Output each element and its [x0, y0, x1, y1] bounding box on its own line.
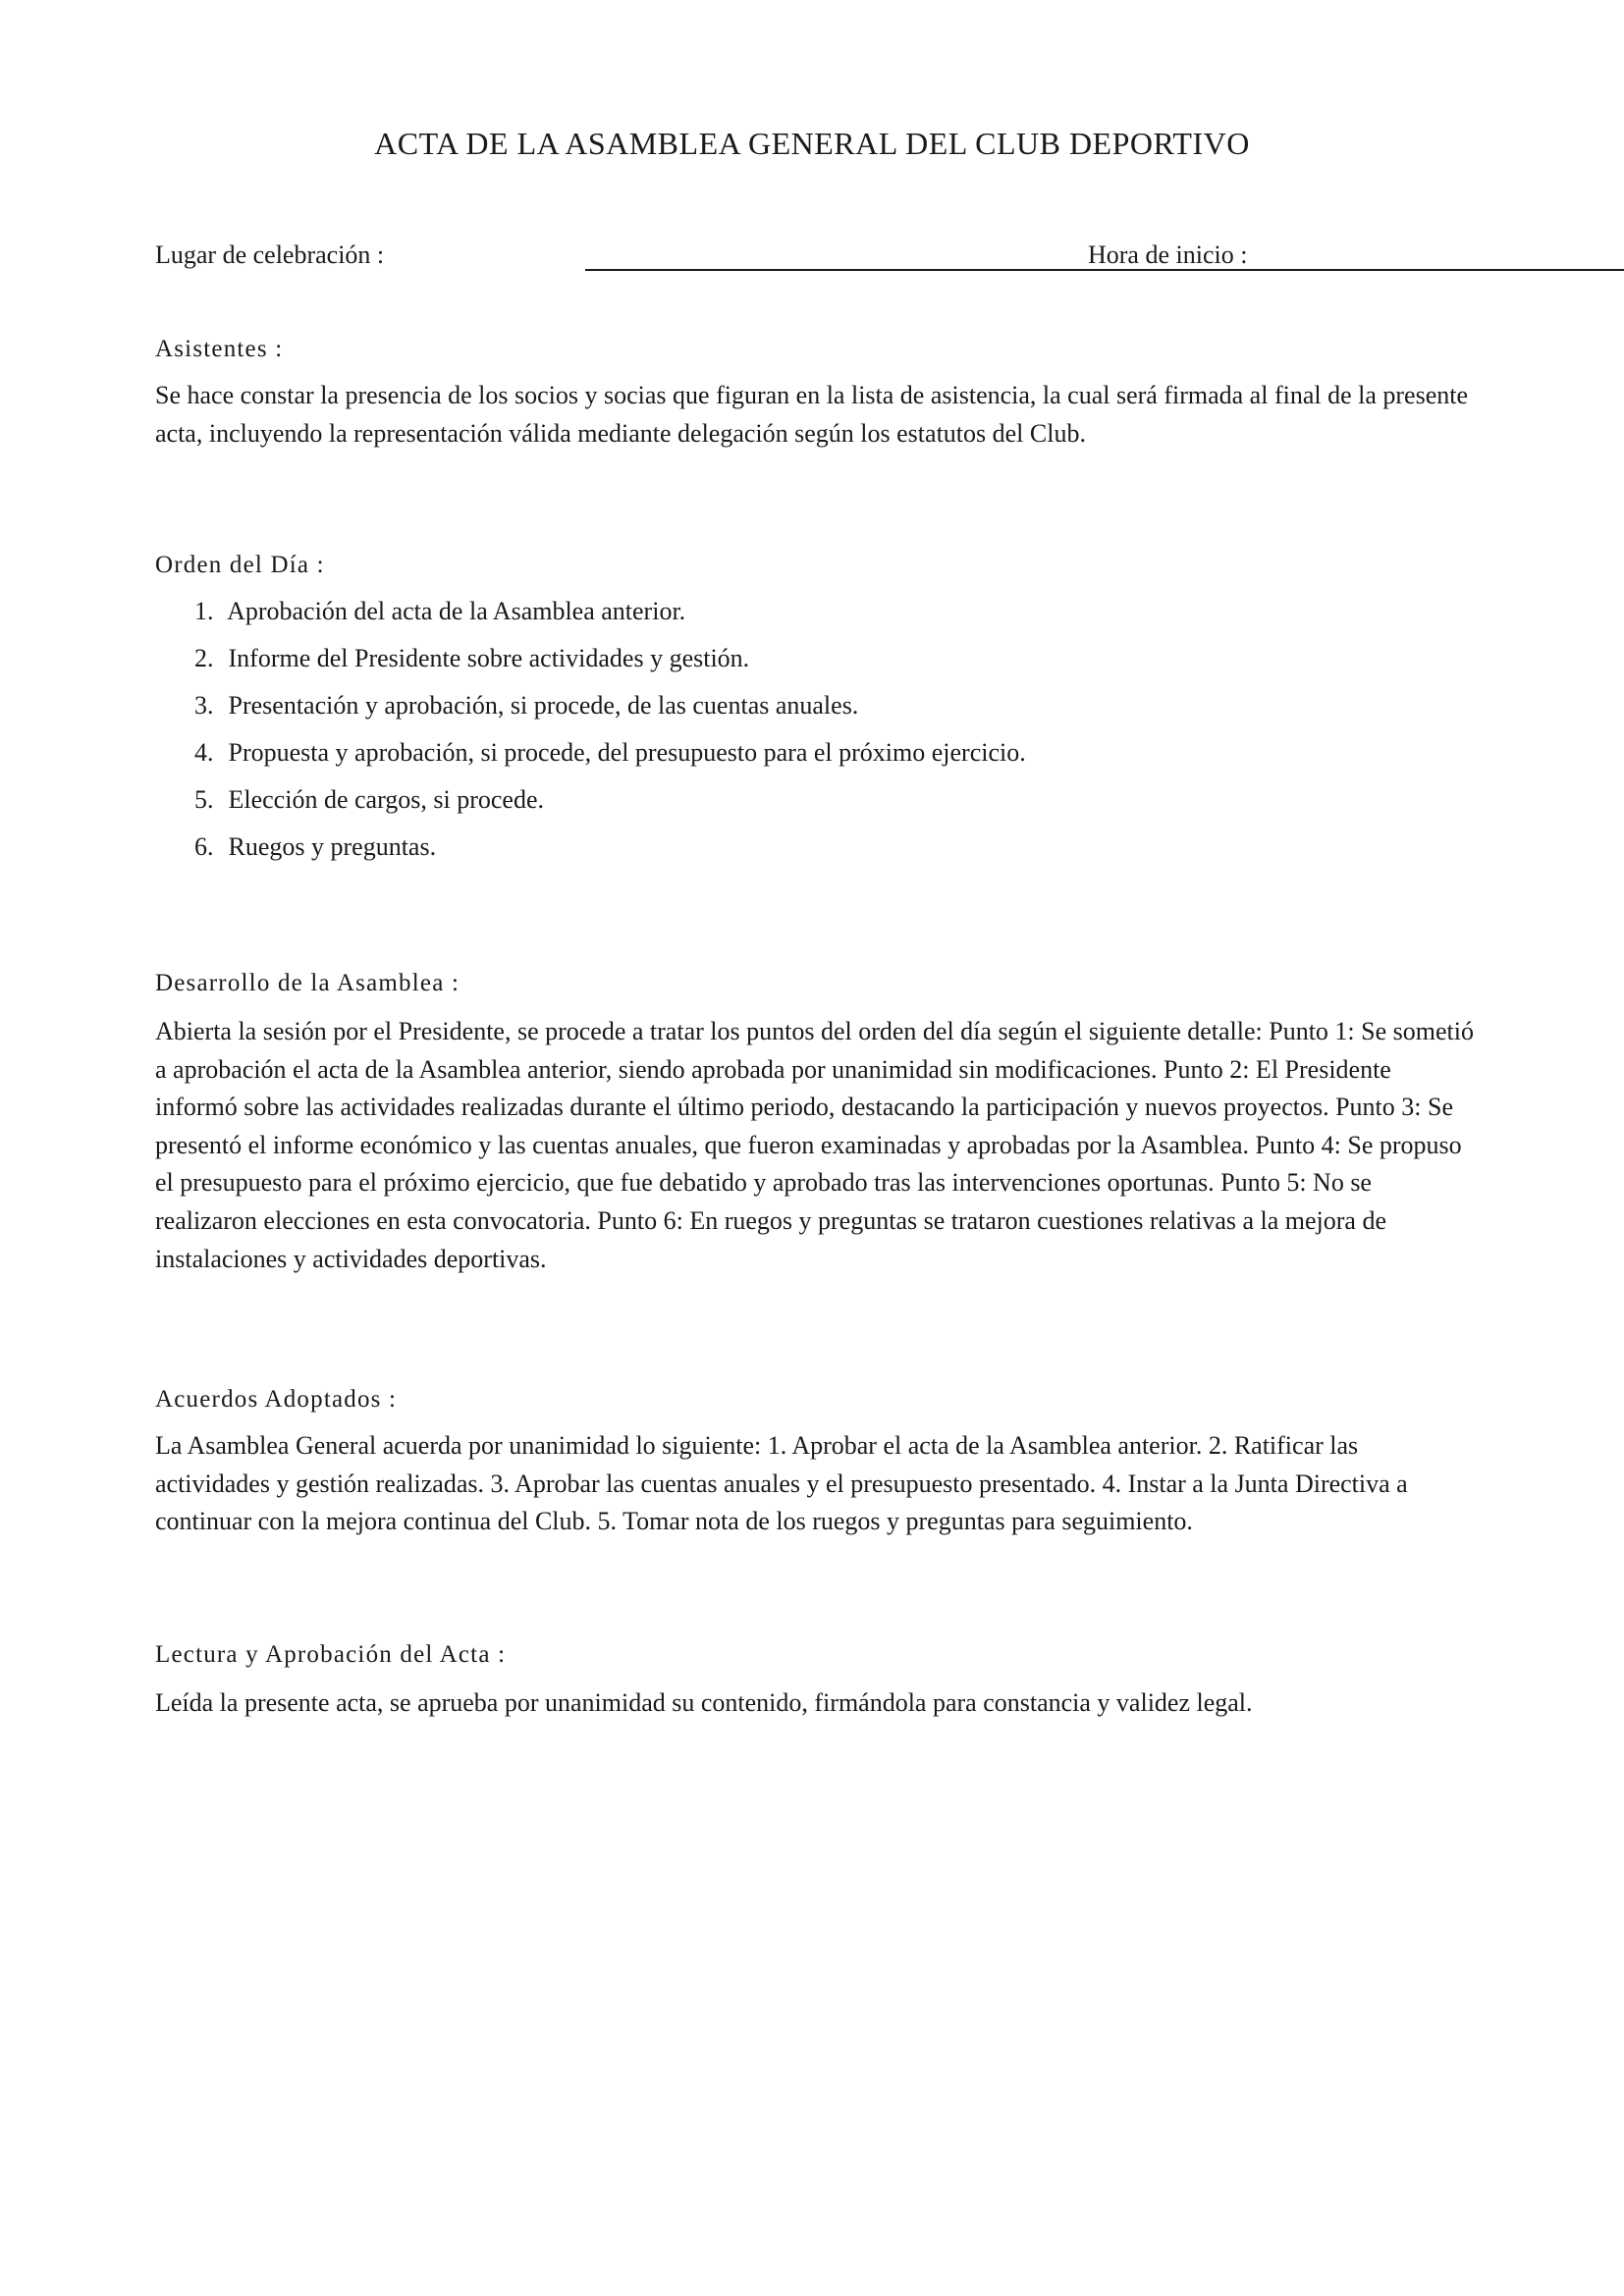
desarrollo-text: Abierta la sesión por el Presidente, se procede a tratar los puntos del orden del día según el siguiente detalle: Punto 1: Se sometió a aprobación el acta de la Asamblea anterior, siendo aprobada por unanimidad sin modificaciones. Punto 2: El Presidente informó sobre las actividades realizadas durante el último periodo, destacando la participación y nuevos proyectos. Punto 3: Se presentó el informe económico y las cuentas anuales, que fueron examinadas y aprobadas por la Asamblea. Punto 4: Se propuso el presupuesto para el próximo ejercicio, que fue debatido y aprobado tras las intervenciones oportunas. Punto 5: No se realizaron elecciones en esta convocatoria. Punto 6: En ruegos y preguntas se trataron cuestiones relativas a la mejora de instalaciones y actividades deportivas. — [155, 1017, 1474, 1273]
agenda-item-text: Elección de cargos, si procede. — [228, 785, 544, 814]
agenda-item-number: 1. — [194, 597, 214, 625]
agenda-item-text: Informe del Presidente sobre actividades y gestión. — [228, 644, 750, 672]
agenda-item — [194, 781, 1026, 828]
orden-heading: Orden del Día : — [155, 552, 325, 578]
agenda-list — [194, 593, 1026, 876]
lectura-text: Leída la presente acta, se aprueba por unanimidad su contenido, firmándola para constancia y validez legal. — [155, 1688, 1253, 1717]
agenda-item-number: 4. — [194, 738, 214, 767]
agenda-item-number: 5. — [194, 785, 214, 814]
agenda-item-number: 3. — [194, 691, 214, 720]
hora-field[interactable] — [1088, 269, 1624, 271]
asistentes-text: Se hace constar la presencia de los socios y socias que figuran en la lista de asistencia, la cual será firmada al final de la presente acta, incluyendo la representación válida mediante delegación según los estatutos del Club. — [155, 381, 1469, 448]
lugar-label: Lugar de celebración : — [155, 240, 385, 269]
agenda-item — [194, 593, 1026, 640]
agenda-item-number: 2. — [194, 644, 214, 672]
hora-label: Hora de inicio : — [1088, 240, 1248, 269]
lectura-heading: Lectura y Aprobación del Acta : — [155, 1641, 507, 1668]
document-title: ACTA DE LA ASAMBLEA GENERAL DEL CLUB DEPORTIVO — [374, 126, 1250, 161]
agenda-item-text: Presentación y aprobación, si procede, de las cuentas anuales. — [228, 691, 859, 720]
agenda-item — [194, 687, 1026, 734]
lugar-field[interactable] — [585, 269, 1088, 271]
agenda-item-text: Ruegos y preguntas. — [228, 832, 437, 861]
agenda-item-text: Aprobación del acta de la Asamblea anterior. — [227, 597, 686, 625]
desarrollo-heading: Desarrollo de la Asamblea : — [155, 970, 460, 996]
header-fields — [155, 240, 1481, 279]
agenda-item — [194, 828, 1026, 876]
agenda-item-text: Propuesta y aprobación, si procede, del presupuesto para el próximo ejercicio. — [228, 738, 1026, 767]
agenda-item — [194, 734, 1026, 781]
acuerdos-heading: Acuerdos Adoptados : — [155, 1386, 398, 1413]
acuerdos-text: La Asamblea General acuerda por unanimidad lo siguiente: 1. Aprobar el acta de la Asamblea anterior. 2. Ratificar las actividades y gestión realizadas. 3. Aprobar las cuentas anuales y el presupuesto presentado. 4. Instar a la Junta Directiva a continuar con la mejora continua del Club. 5. Tomar nota de los ruegos y preguntas para seguimiento. — [155, 1431, 1408, 1536]
agenda-item-number: 6. — [194, 832, 214, 861]
agenda-item — [194, 640, 1026, 687]
asistentes-heading: Asistentes : — [155, 336, 284, 362]
